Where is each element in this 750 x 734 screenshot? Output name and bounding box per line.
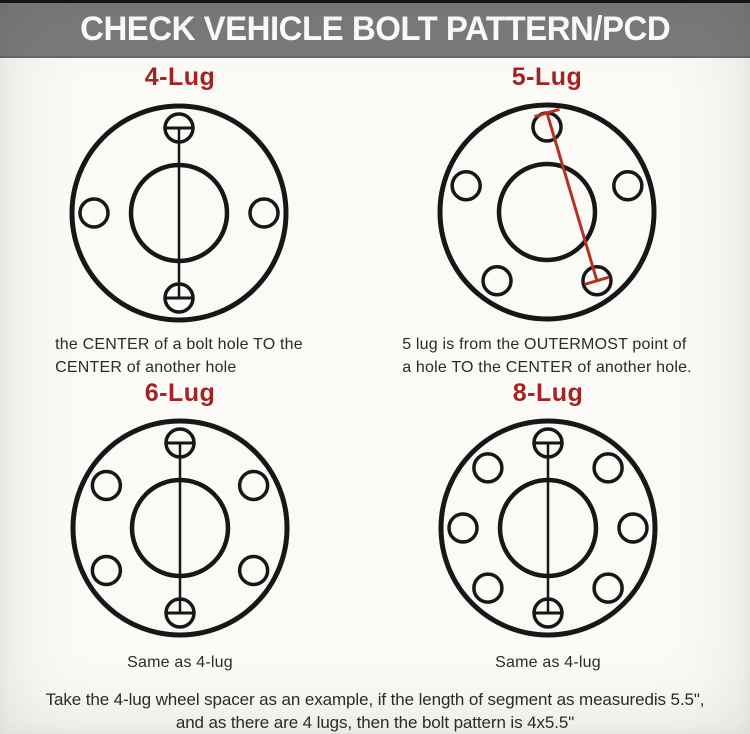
page-title: CHECK VEHICLE BOLT PATTERN/PCD: [79, 10, 671, 48]
caption-line: the CENTER of a bolt hole TO the: [55, 336, 303, 353]
bolt-pattern-diagram-8lug: [428, 408, 668, 648]
caption-5lug: [402, 333, 692, 379]
caption-line: 5 lug is from the OUTERMOST point of: [402, 336, 687, 353]
caption-line: CENTER of another hole: [55, 359, 237, 376]
footer-line-1: Take the 4-lug wheel spacer as an example, if the length of segment as measuredis 5.5",: [45, 690, 705, 709]
bolt-pattern-diagram-5lug: [427, 92, 667, 332]
bolt-pattern-diagram-4lug: [59, 93, 299, 333]
caption-line: a hole TO the CENTER of another hole.: [402, 359, 692, 376]
footer-line-2: and as there are 4 lugs, then the bolt pattern is 4x5.5": [175, 713, 575, 732]
caption-line: Same as 4-lug: [495, 654, 601, 671]
bolt-pattern-diagram-6lug: [60, 408, 300, 648]
header-bar: [0, 0, 750, 58]
caption-line: Same as 4-lug: [127, 654, 233, 671]
caption-8lug: [408, 651, 688, 674]
caption-6lug: [40, 651, 320, 674]
diagram-title-5lug: 5-Lug: [511, 63, 583, 91]
diagram-title-8lug: 8-Lug: [512, 379, 584, 407]
diagram-title-4lug: 4-Lug: [144, 63, 216, 91]
diagram-title-6lug: 6-Lug: [144, 379, 216, 407]
footer-note: [0, 688, 750, 734]
caption-4lug: [39, 333, 319, 379]
